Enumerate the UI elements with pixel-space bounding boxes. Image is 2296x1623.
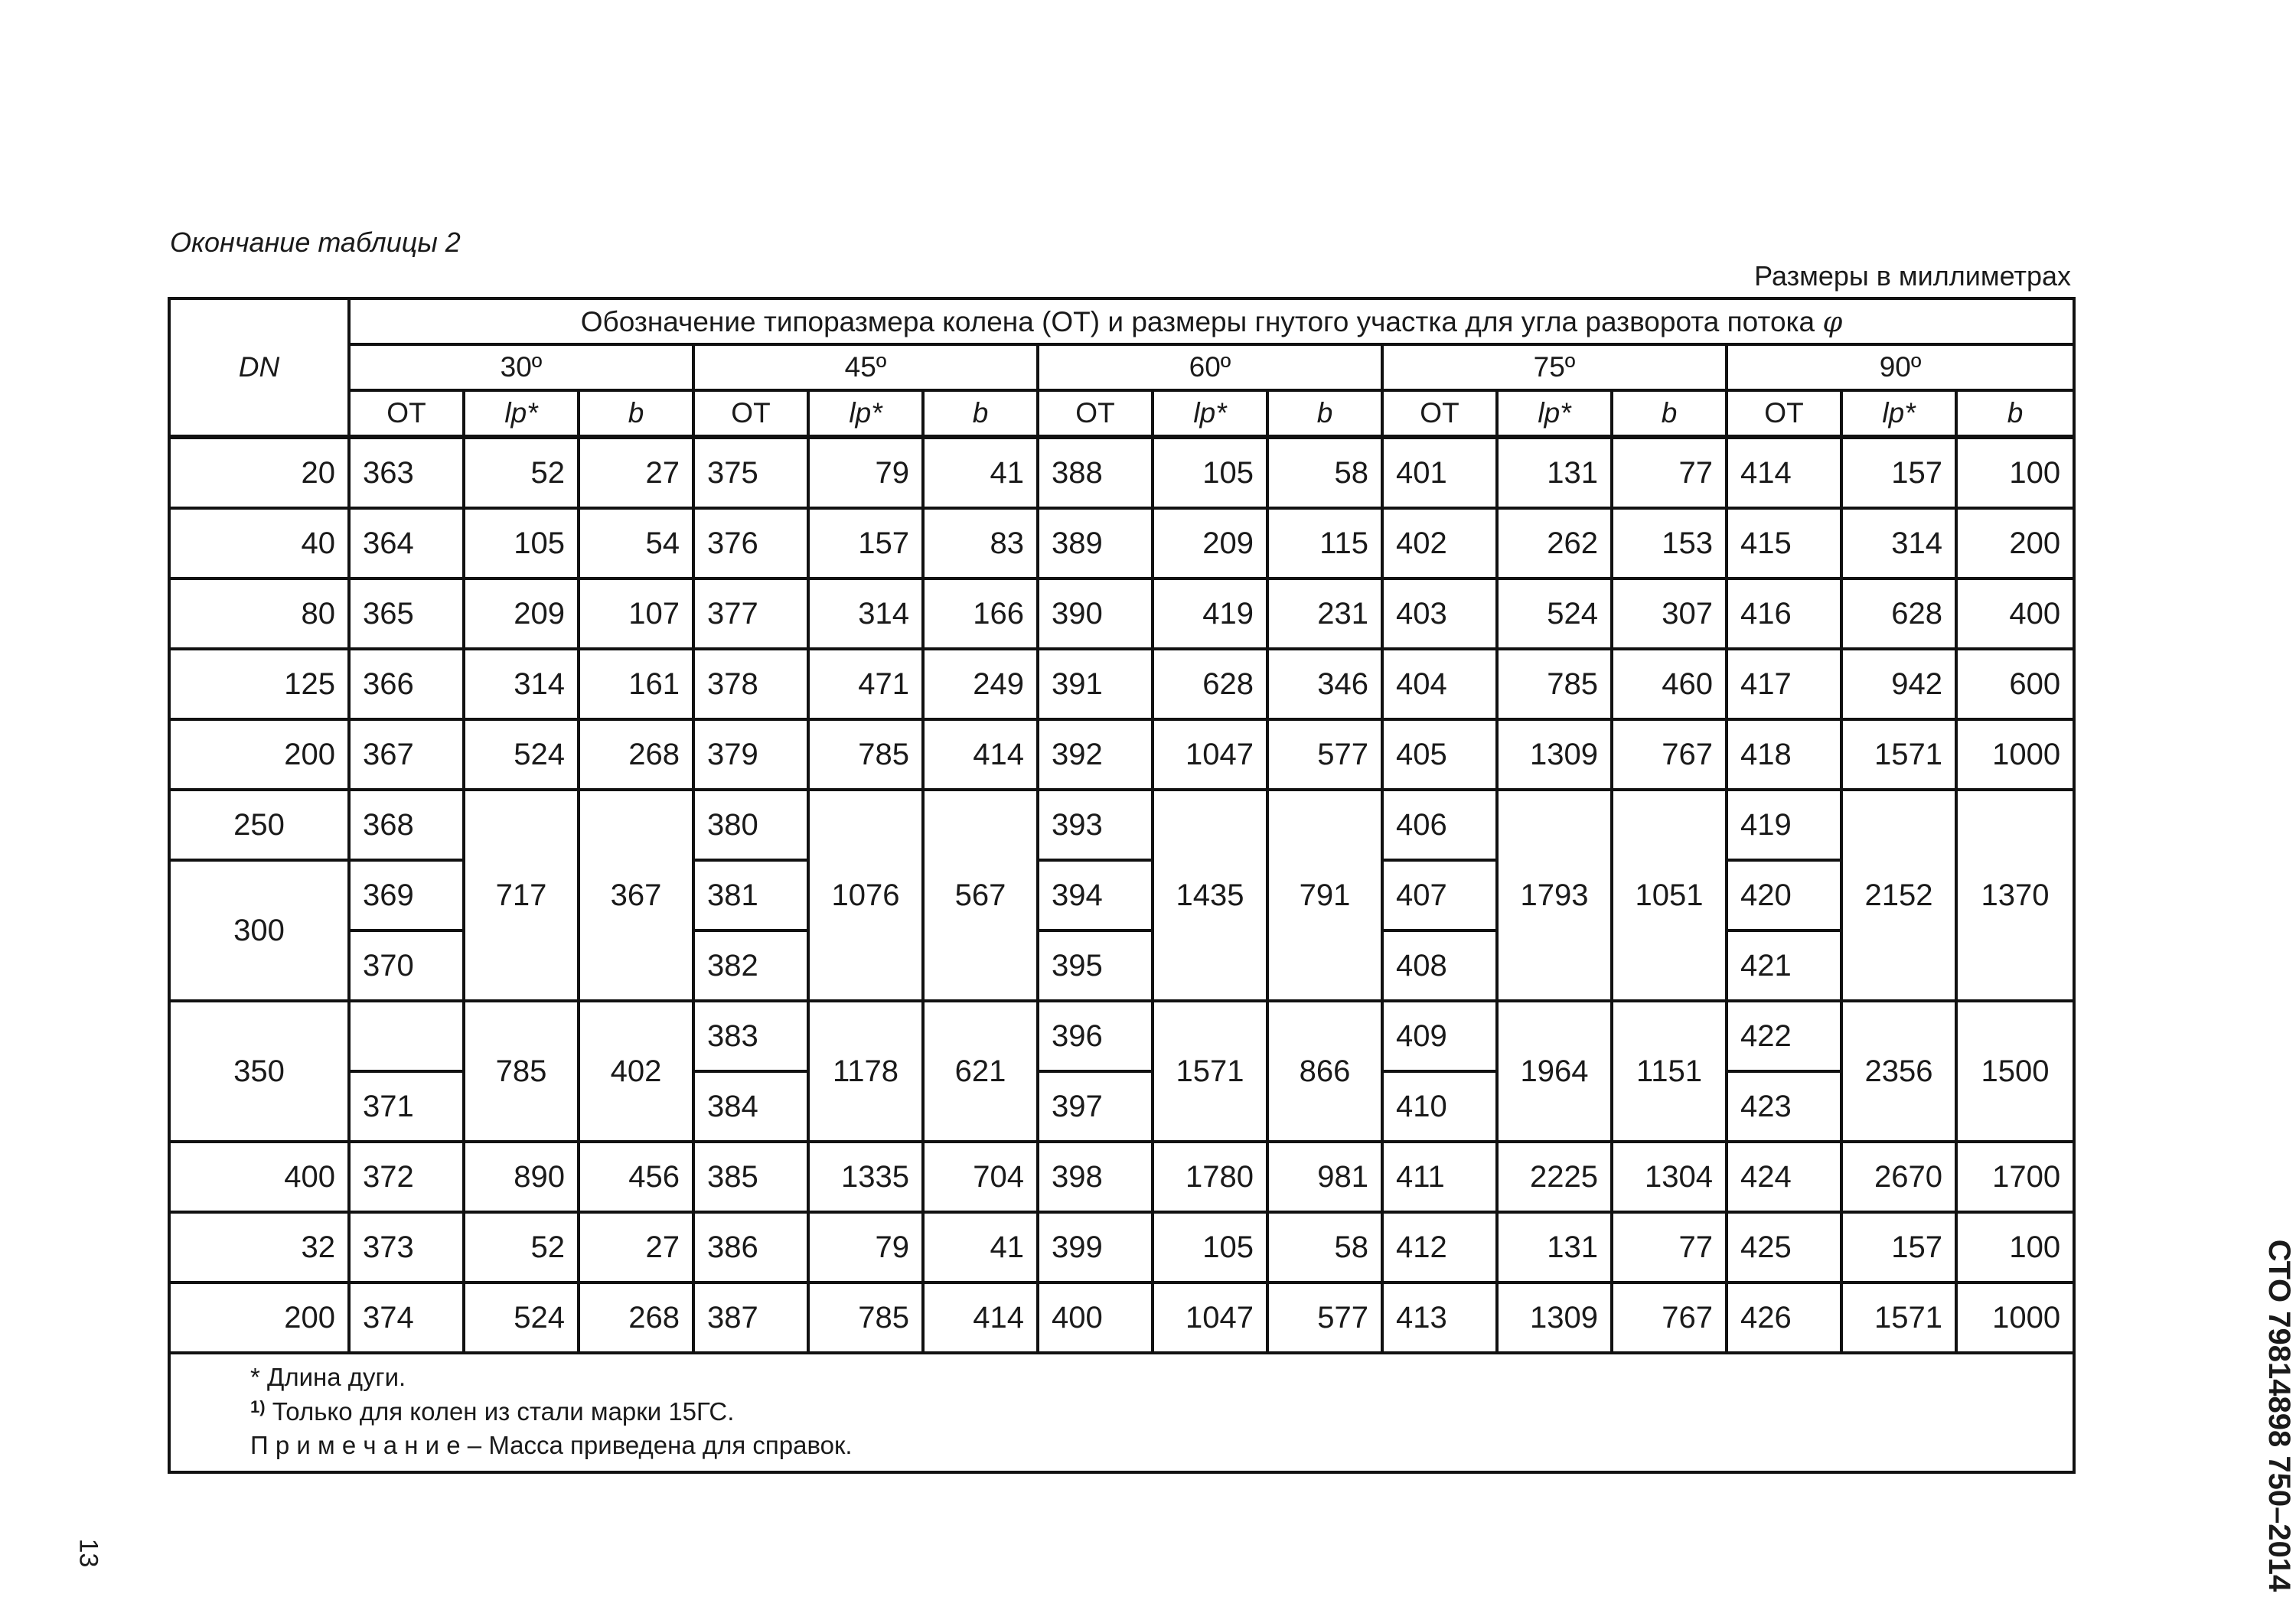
value-cell: 389 (1038, 508, 1153, 578)
angle-header: 75º (1382, 344, 1727, 390)
lp-cell: 1793 (1497, 790, 1612, 1001)
ot-cell: 420 (1727, 860, 1841, 930)
value-cell: 1304 (1612, 1142, 1727, 1212)
table-row (169, 578, 2074, 649)
remark-text: – Масса приведена для справок. (460, 1431, 853, 1460)
value-cell: 131 (1497, 1212, 1612, 1282)
value-cell: 399 (1038, 1212, 1153, 1282)
value-cell: 387 (693, 1282, 808, 1353)
dn-cell: 200 (169, 719, 349, 790)
ot-cell: 396 (1038, 1001, 1153, 1071)
value-cell: 209 (464, 578, 579, 649)
dn-cell: 125 (169, 649, 349, 719)
note-arc: * Длина дуги. (250, 1363, 406, 1391)
value-cell: 1309 (1497, 719, 1612, 790)
value-cell: 392 (1038, 719, 1153, 790)
value-cell: 413 (1382, 1282, 1497, 1353)
value-cell: 414 (1727, 437, 1841, 508)
value-cell: 785 (808, 719, 923, 790)
value-cell: 262 (1497, 508, 1612, 578)
lp-subheader: lр* (1153, 390, 1267, 437)
value-cell: 403 (1382, 578, 1497, 649)
b-cell: 567 (923, 790, 1038, 1001)
value-cell: 1000 (1956, 1282, 2074, 1353)
ot-cell: 383 (693, 1001, 808, 1071)
value-cell: 471 (808, 649, 923, 719)
value-cell: 41 (923, 1212, 1038, 1282)
dn-cell: 80 (169, 578, 349, 649)
ot-cell: 409 (1382, 1001, 1497, 1071)
value-cell: 424 (1727, 1142, 1841, 1212)
dimensions-table (168, 297, 2076, 1474)
value-cell: 365 (349, 578, 464, 649)
dn-cell: 350 (169, 1001, 349, 1142)
value-cell: 83 (923, 508, 1038, 578)
value-cell: 890 (464, 1142, 579, 1212)
value-cell: 785 (1497, 649, 1612, 719)
table-row (169, 719, 2074, 790)
table-caption: Окончание таблицы 2 (170, 227, 461, 258)
value-cell: 77 (1612, 437, 1727, 508)
value-cell: 402 (1382, 508, 1497, 578)
table-row (169, 1212, 2074, 1282)
value-cell: 400 (1038, 1282, 1153, 1353)
value-cell: 58 (1267, 1212, 1382, 1282)
notes-row (169, 1353, 2074, 1472)
value-cell: 131 (1497, 437, 1612, 508)
value-cell: 400 (1956, 578, 2074, 649)
value-cell: 460 (1612, 649, 1727, 719)
b-cell: 1051 (1612, 790, 1727, 1001)
value-cell: 704 (923, 1142, 1038, 1212)
table-row (169, 930, 2074, 1001)
value-cell: 79 (808, 437, 923, 508)
value-cell: 364 (349, 508, 464, 578)
value-cell: 426 (1727, 1282, 1841, 1353)
value-cell: 1780 (1153, 1142, 1267, 1212)
value-cell: 405 (1382, 719, 1497, 790)
value-cell: 161 (579, 649, 693, 719)
table-row (169, 437, 2074, 508)
value-cell: 105 (1153, 437, 1267, 508)
value-cell: 600 (1956, 649, 2074, 719)
table-row (169, 649, 2074, 719)
lp-cell: 717 (464, 790, 579, 1001)
ot-cell: 380 (693, 790, 808, 860)
value-cell: 231 (1267, 578, 1382, 649)
b-cell: 791 (1267, 790, 1382, 1001)
b-subheader: b (923, 390, 1038, 437)
ot-cell: 407 (1382, 860, 1497, 930)
table-row (169, 860, 2074, 930)
ot-cell: 421 (1727, 930, 1841, 1001)
ot-cell: 369 (349, 860, 464, 930)
value-cell: 419 (1153, 578, 1267, 649)
lp-cell: 1571 (1153, 1001, 1267, 1142)
value-cell: 77 (1612, 1212, 1727, 1282)
lp-cell: 1178 (808, 1001, 923, 1142)
b-cell: 402 (579, 1001, 693, 1142)
value-cell: 314 (1841, 508, 1956, 578)
note-remark (250, 1429, 1993, 1463)
b-subheader: b (1267, 390, 1382, 437)
value-cell: 363 (349, 437, 464, 508)
value-cell: 27 (579, 1212, 693, 1282)
value-cell: 401 (1382, 437, 1497, 508)
phi-symbol: φ (1822, 305, 1843, 338)
value-cell: 366 (349, 649, 464, 719)
value-cell: 105 (1153, 1212, 1267, 1282)
value-cell: 346 (1267, 649, 1382, 719)
value-cell: 415 (1727, 508, 1841, 578)
ot-subheader: ОТ (349, 390, 464, 437)
b-cell: 367 (579, 790, 693, 1001)
ot-cell: 381 (693, 860, 808, 930)
value-cell: 386 (693, 1212, 808, 1282)
footnote-mark: 1) (250, 1396, 266, 1416)
ot-cell: 393 (1038, 790, 1153, 860)
value-cell: 1047 (1153, 1282, 1267, 1353)
value-cell: 79 (808, 1212, 923, 1282)
dn-cell: 200 (169, 1282, 349, 1353)
lp-subheader: lр* (808, 390, 923, 437)
value-cell: 981 (1267, 1142, 1382, 1212)
value-cell: 249 (923, 649, 1038, 719)
value-cell: 379 (693, 719, 808, 790)
value-cell: 524 (464, 719, 579, 790)
dn-cell: 32 (169, 1212, 349, 1282)
value-cell: 1047 (1153, 719, 1267, 790)
table-row (169, 1142, 2074, 1212)
b-cell: 1151 (1612, 1001, 1727, 1142)
value-cell: 785 (808, 1282, 923, 1353)
value-cell: 307 (1612, 578, 1727, 649)
lp-cell: 1964 (1497, 1001, 1612, 1142)
value-cell: 628 (1153, 649, 1267, 719)
angle-header: 90º (1727, 344, 2074, 390)
value-cell: 115 (1267, 508, 1382, 578)
ot-cell: 419 (1727, 790, 1841, 860)
table-row (169, 508, 2074, 578)
value-cell: 1571 (1841, 719, 1956, 790)
value-cell: 378 (693, 649, 808, 719)
value-cell: 414 (923, 1282, 1038, 1353)
dn-cell: 40 (169, 508, 349, 578)
lp-cell: 1076 (808, 790, 923, 1001)
value-cell: 209 (1153, 508, 1267, 578)
ot-cell: 370 (349, 930, 464, 1001)
value-cell: 100 (1956, 437, 2074, 508)
ot-cell: 410 (1382, 1071, 1497, 1142)
value-cell: 404 (1382, 649, 1497, 719)
ot-subheader: ОТ (1727, 390, 1841, 437)
lp-subheader: lр* (1497, 390, 1612, 437)
angle-header: 60º (1038, 344, 1382, 390)
value-cell: 157 (1841, 437, 1956, 508)
ot-cell: 368 (349, 790, 464, 860)
ot-cell: 384 (693, 1071, 808, 1142)
value-cell: 372 (349, 1142, 464, 1212)
value-cell: 41 (923, 437, 1038, 508)
document-code: СТО 79814898 750–2014 (2262, 1239, 2296, 1592)
ot-cell: 423 (1727, 1071, 1841, 1142)
ot-cell: 371 (349, 1071, 464, 1142)
value-cell: 27 (579, 437, 693, 508)
value-cell: 105 (464, 508, 579, 578)
lp-cell: 2356 (1841, 1001, 1956, 1142)
dn-cell: 300 (169, 860, 349, 1001)
value-cell: 388 (1038, 437, 1153, 508)
lp-subheader: lр* (464, 390, 579, 437)
ot-cell: 395 (1038, 930, 1153, 1001)
value-cell: 52 (464, 437, 579, 508)
value-cell: 107 (579, 578, 693, 649)
ot-subheader: ОТ (693, 390, 808, 437)
ot-subheader: ОТ (1038, 390, 1153, 437)
angle-header: 45º (693, 344, 1038, 390)
table-row (169, 1001, 2074, 1071)
b-cell: 1500 (1956, 1001, 2074, 1142)
value-cell: 391 (1038, 649, 1153, 719)
value-cell: 942 (1841, 649, 1956, 719)
value-cell: 373 (349, 1212, 464, 1282)
value-cell: 411 (1382, 1142, 1497, 1212)
value-cell: 100 (1956, 1212, 2074, 1282)
value-cell: 2670 (1841, 1142, 1956, 1212)
value-cell: 412 (1382, 1212, 1497, 1282)
value-cell: 1335 (808, 1142, 923, 1212)
value-cell: 268 (579, 719, 693, 790)
value-cell: 157 (808, 508, 923, 578)
value-cell: 377 (693, 578, 808, 649)
ot-cell: 382 (693, 930, 808, 1001)
value-cell: 418 (1727, 719, 1841, 790)
value-cell: 577 (1267, 1282, 1382, 1353)
angle-header: 30º (349, 344, 693, 390)
value-cell: 524 (1497, 578, 1612, 649)
page-number: 13 (73, 1538, 103, 1568)
dn-cell: 400 (169, 1142, 349, 1212)
title-text: Обозначение типоразмера колена (ОТ) и размеры гнутого участка для угла разворота потока (580, 305, 1823, 337)
value-cell: 417 (1727, 649, 1841, 719)
value-cell: 398 (1038, 1142, 1153, 1212)
value-cell: 314 (464, 649, 579, 719)
ot-cell: 397 (1038, 1071, 1153, 1142)
dn-cell: 250 (169, 790, 349, 860)
value-cell: 767 (1612, 1282, 1727, 1353)
value-cell: 153 (1612, 508, 1727, 578)
value-cell: 166 (923, 578, 1038, 649)
lp-cell: 2152 (1841, 790, 1956, 1001)
ot-cell (349, 1001, 464, 1071)
b-cell: 621 (923, 1001, 1038, 1142)
dn-cell: 20 (169, 437, 349, 508)
remark-label: П р и м е ч а н и е (250, 1431, 461, 1460)
value-cell: 157 (1841, 1212, 1956, 1282)
value-cell: 456 (579, 1142, 693, 1212)
b-subheader: b (1612, 390, 1727, 437)
value-cell: 367 (349, 719, 464, 790)
b-subheader: b (1956, 390, 2074, 437)
value-cell: 385 (693, 1142, 808, 1212)
ot-cell: 422 (1727, 1001, 1841, 1071)
value-cell: 1700 (1956, 1142, 2074, 1212)
footnote-text: Только для колен из стали марки 15ГС. (265, 1396, 735, 1426)
value-cell: 374 (349, 1282, 464, 1353)
table-title (349, 298, 2074, 344)
units-note: Размеры в миллиметрах (1754, 260, 2071, 292)
value-cell: 628 (1841, 578, 1956, 649)
ot-subheader: ОТ (1382, 390, 1497, 437)
lp-cell: 1435 (1153, 790, 1267, 1001)
ot-cell: 394 (1038, 860, 1153, 930)
b-cell: 866 (1267, 1001, 1382, 1142)
value-cell: 376 (693, 508, 808, 578)
value-cell: 375 (693, 437, 808, 508)
value-cell: 1571 (1841, 1282, 1956, 1353)
value-cell: 767 (1612, 719, 1727, 790)
value-cell: 58 (1267, 437, 1382, 508)
lp-subheader: lр* (1841, 390, 1956, 437)
value-cell: 425 (1727, 1212, 1841, 1282)
table-notes (169, 1353, 2074, 1472)
value-cell: 524 (464, 1282, 579, 1353)
lp-cell: 785 (464, 1001, 579, 1142)
value-cell: 577 (1267, 719, 1382, 790)
note-footnote (250, 1395, 1993, 1429)
value-cell: 1309 (1497, 1282, 1612, 1353)
ot-cell: 406 (1382, 790, 1497, 860)
table-row (169, 1071, 2074, 1142)
value-cell: 390 (1038, 578, 1153, 649)
value-cell: 52 (464, 1212, 579, 1282)
dn-header: DN (169, 298, 349, 437)
value-cell: 54 (579, 508, 693, 578)
value-cell: 268 (579, 1282, 693, 1353)
b-cell: 1370 (1956, 790, 2074, 1001)
value-cell: 2225 (1497, 1142, 1612, 1212)
value-cell: 314 (808, 578, 923, 649)
value-cell: 1000 (1956, 719, 2074, 790)
value-cell: 414 (923, 719, 1038, 790)
value-cell: 416 (1727, 578, 1841, 649)
value-cell: 200 (1956, 508, 2074, 578)
b-subheader: b (579, 390, 693, 437)
ot-cell: 408 (1382, 930, 1497, 1001)
table-row (169, 1282, 2074, 1353)
table-row (169, 790, 2074, 860)
